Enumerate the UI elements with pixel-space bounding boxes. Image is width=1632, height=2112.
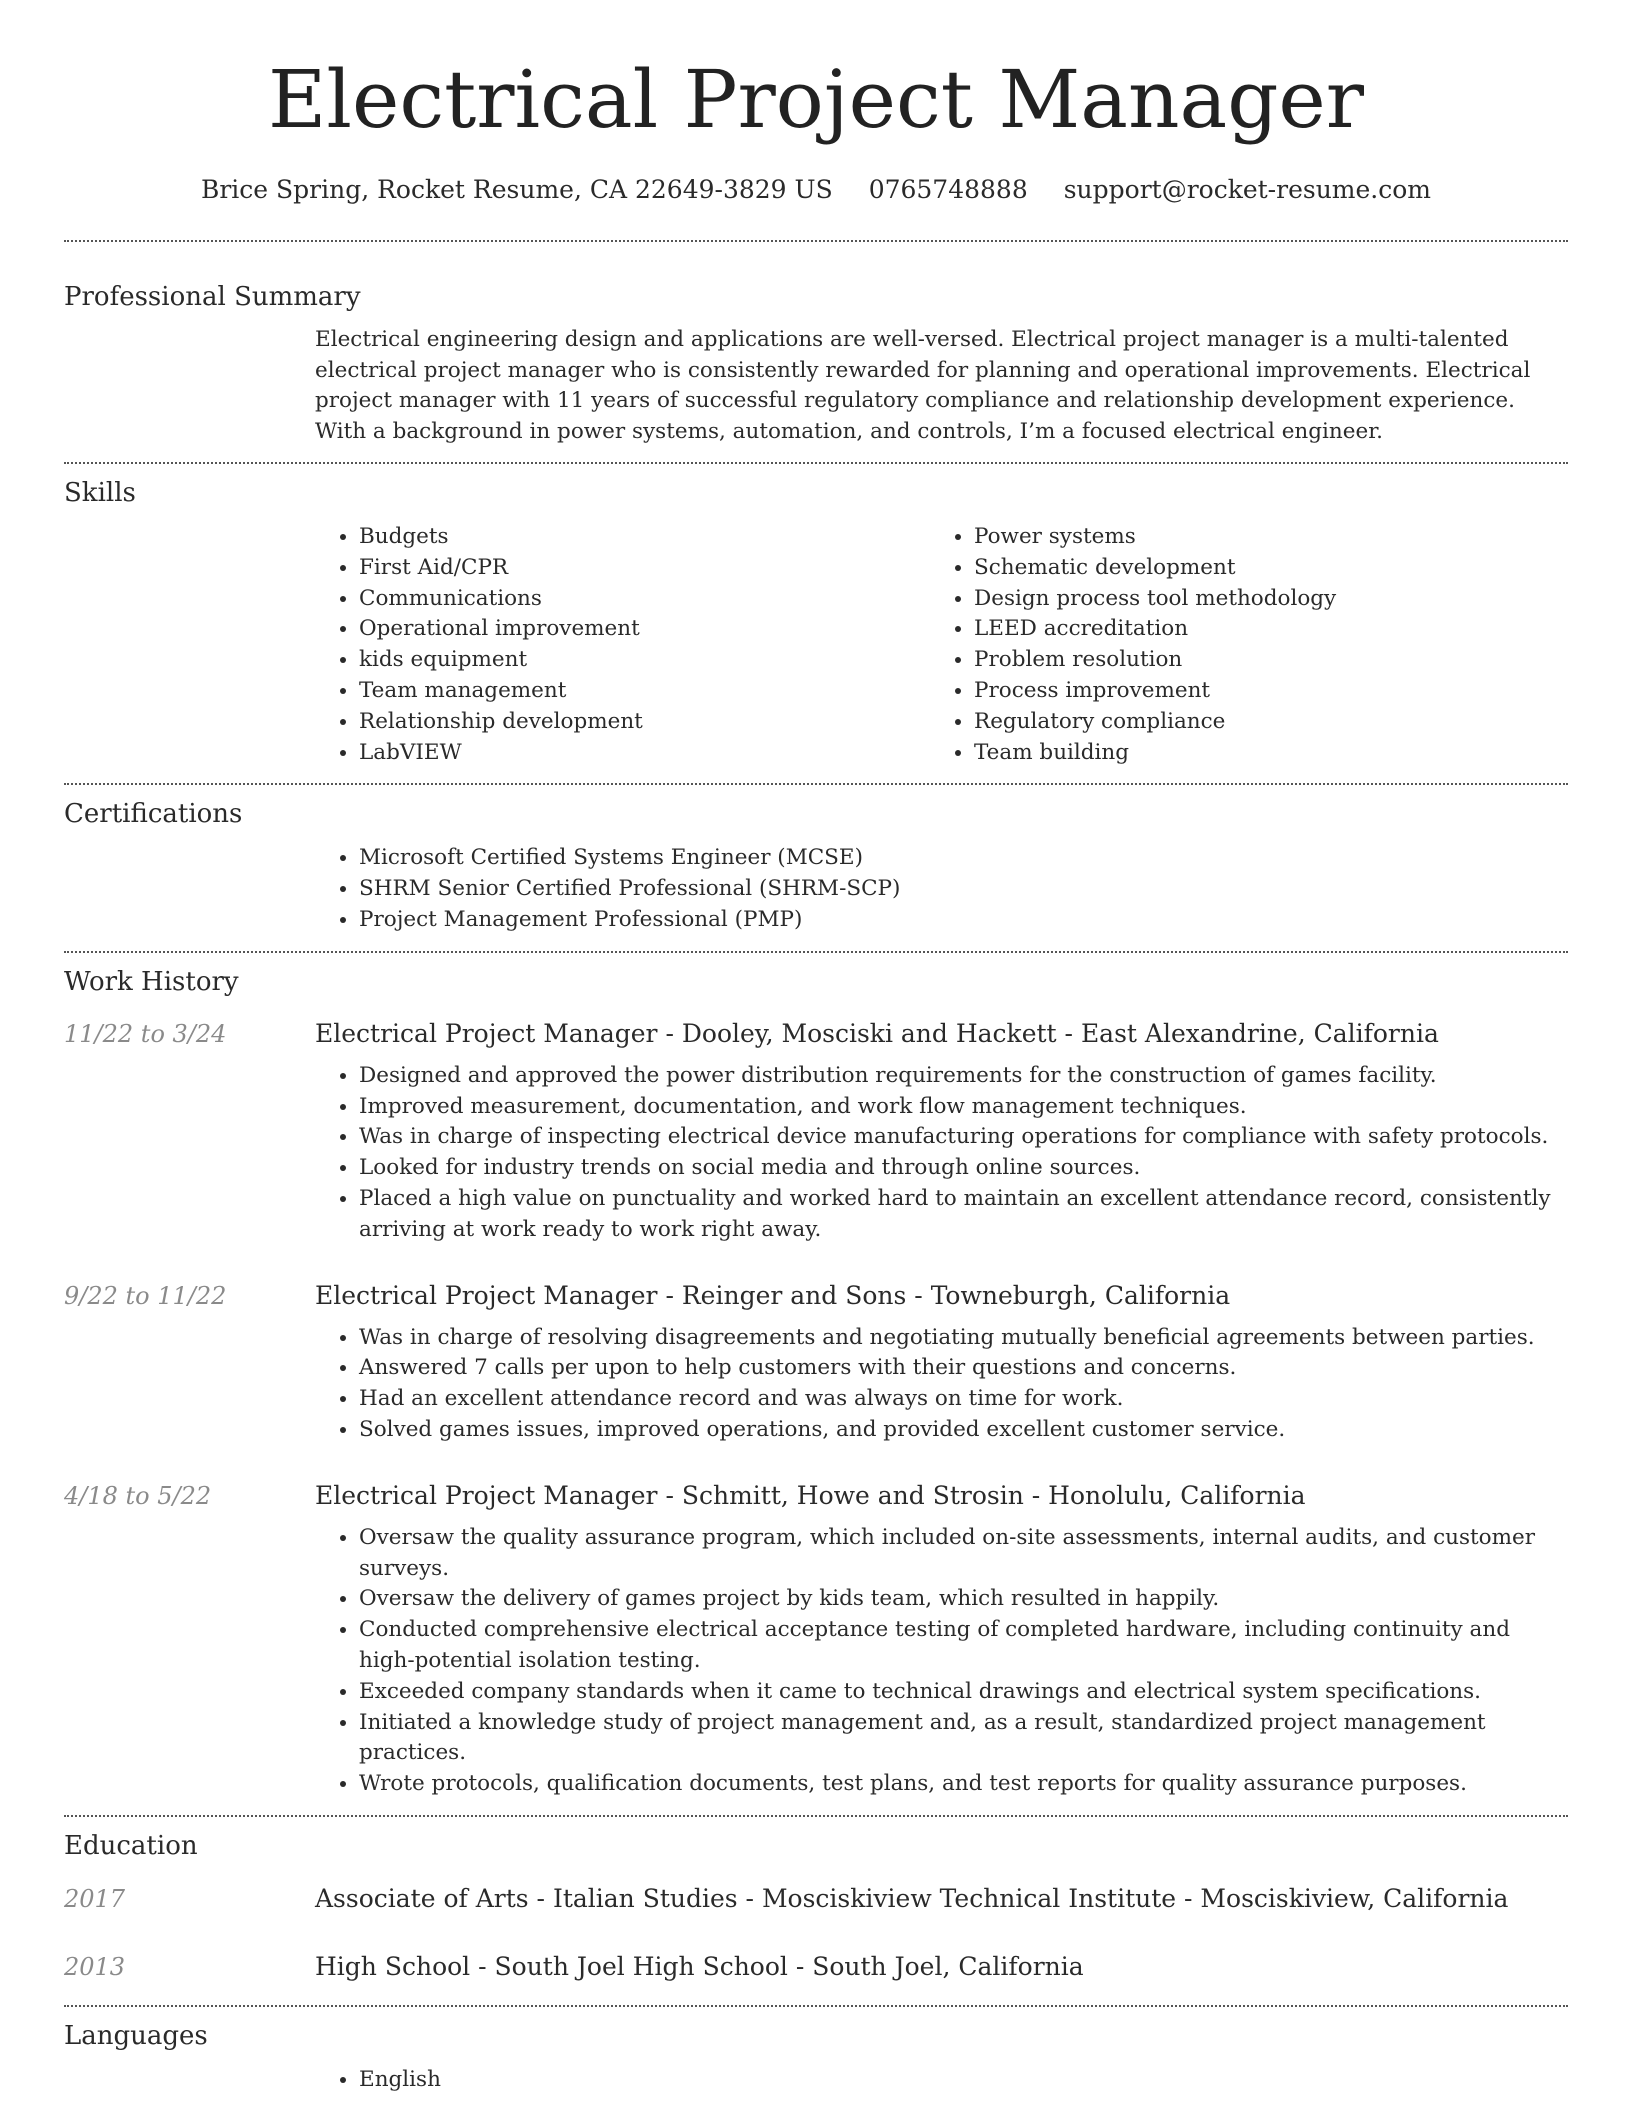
job-bullets (315, 1523, 1568, 1800)
job-dates: 9/22 to 11/22 (64, 1281, 227, 1310)
list-item: • Oversaw the quality assurance program, which included on-site assessments, internal audits, and customer surveys. (359, 1523, 1568, 1585)
resume-header (64, 0, 1568, 206)
languages-block (315, 2065, 1568, 2096)
list-item: • Was in charge of resolving disagreements and negotiating mutually beneficial agreements between parties. (359, 1323, 1568, 1354)
contact-address: Brice Spring, Rocket Resume, CA 22649-3829 US (200, 175, 833, 204)
list-item: • First Aid/CPR (359, 553, 930, 584)
list-item: • Improved measurement, documentation, and work flow management techniques. (359, 1092, 1568, 1123)
education-degree: Associate of Arts (315, 1883, 529, 1913)
job-role: Electrical Project Manager (315, 1280, 658, 1310)
education-field: Italian Studies (552, 1883, 738, 1913)
education-school: Mosciskiview Technical Institute (761, 1883, 1177, 1913)
section-divider (64, 462, 1568, 464)
education-title: Associate of Arts - Italian Studies - Mosciskiview Technical Institute - Mosciskiview, California (315, 1883, 1509, 1913)
job-entry (64, 1018, 1568, 1246)
summary-text: Electrical engineering design and applications are well-versed. Electrical project manager is a multi-talented electrical project manager who is consistently rewarded for planning and operational improvements. Electrical project manager with 11 years of successful regulatory compliance and relationship development experience. With a background in power systems, automation, and controls, I’m a focused electrical engineer. (315, 327, 1531, 444)
list-item: • LabVIEW (359, 738, 930, 769)
list-item: • Initiated a knowledge study of project management and, as a result, standardized project management practices. (359, 1708, 1568, 1770)
list-item: • Team building (974, 738, 1545, 769)
job-title: Electrical Project Manager - Schmitt, Howe and Strosin - Honolulu, California (315, 1480, 1306, 1510)
list-item: • Relationship development (359, 707, 930, 738)
section-divider (64, 951, 1568, 953)
certifications-list (315, 843, 1568, 935)
list-item: • Operational improvement (359, 614, 930, 645)
job-dates: 4/18 to 5/22 (64, 1481, 212, 1510)
section-divider (64, 1815, 1568, 1817)
contact-line (64, 174, 1568, 206)
section-title-education: Education (64, 1830, 198, 1861)
list-item: • Microsoft Certified Systems Engineer (MCSE) (359, 843, 1568, 874)
education-entry (64, 1883, 1568, 1915)
list-item: • Exceeded company standards when it came to technical drawings and electrical system specifications. (359, 1677, 1568, 1708)
section-title-certifications: Certifications (64, 799, 243, 830)
page-title: Electrical Project Manager (267, 53, 1364, 146)
list-item: • Was in charge of inspecting electrical device manufacturing operations for compliance with safety protocols. (359, 1122, 1568, 1153)
education-degree: High School (315, 1951, 471, 1981)
education-entry (64, 1951, 1568, 1983)
list-item: • Power systems (974, 522, 1545, 553)
list-item: • Design process tool methodology (974, 584, 1545, 615)
job-title: Electrical Project Manager - Reinger and Sons - Towneburgh, California (315, 1280, 1231, 1310)
languages-list (315, 2065, 1568, 2096)
section-divider (64, 783, 1568, 785)
skills-list-right (930, 522, 1545, 768)
education-year: 2013 (64, 1952, 126, 1981)
job-company: Schmitt, Howe and Strosin (681, 1480, 1024, 1510)
section-divider (64, 240, 1568, 242)
job-company: Dooley, Mosciski and Hackett (681, 1018, 1057, 1048)
job-role: Electrical Project Manager (315, 1018, 658, 1048)
education-year: 2017 (64, 1884, 126, 1913)
list-item: • Looked for industry trends on social media and through online sources. (359, 1153, 1568, 1184)
list-item: • Solved games issues, improved operations, and provided excellent customer service. (359, 1415, 1568, 1446)
job-entry (64, 1480, 1568, 1800)
contact-email: support@rocket-resume.com (1063, 175, 1432, 204)
list-item: • Oversaw the delivery of games project by kids team, which resulted in happily. (359, 1584, 1568, 1615)
job-bullet-list (315, 1061, 1568, 1246)
list-item: • Problem resolution (974, 645, 1545, 676)
section-divider (64, 2005, 1568, 2007)
job-location: East Alexandrine, California (1080, 1018, 1439, 1048)
summary-block (315, 325, 1568, 447)
job-header (64, 1018, 1568, 1050)
job-bullets (315, 1061, 1568, 1246)
job-company: Reinger and Sons (681, 1280, 907, 1310)
job-bullet-list (315, 1523, 1568, 1800)
list-item: • kids equipment (359, 645, 930, 676)
list-item: • Wrote protocols, qualification documents, test plans, and test reports for quality assurance purposes. (359, 1769, 1568, 1800)
job-dates: 11/22 to 3/24 (64, 1019, 227, 1048)
list-item: • SHRM Senior Certified Professional (SHRM-SCP) (359, 874, 1568, 905)
resume-page (64, 0, 1568, 2096)
education-school: South Joel High School (494, 1951, 788, 1981)
section-title-skills: Skills (64, 478, 136, 508)
list-item: • English (359, 2065, 1568, 2096)
job-role: Electrical Project Manager (315, 1480, 658, 1510)
job-bullet-list (315, 1323, 1568, 1446)
job-bullets (315, 1323, 1568, 1446)
list-item: • Schematic development (974, 553, 1545, 584)
skills-columns (315, 522, 1568, 768)
job-location: Towneburgh, California (930, 1280, 1231, 1310)
list-item: • Communications (359, 584, 930, 615)
education-location: Mosciskiview, California (1200, 1883, 1509, 1913)
list-item: • Budgets (359, 522, 930, 553)
list-item: • Placed a high value on punctuality and worked hard to maintain an excellent attendance record, consistently arriving at work ready to work right away. (359, 1184, 1568, 1246)
section-title-work-history: Work History (64, 966, 239, 997)
job-title: Electrical Project Manager - Dooley, Mosciski and Hackett - East Alexandrine, California (315, 1018, 1439, 1048)
education-title: High School - South Joel High School - South Joel, California (315, 1951, 1084, 1981)
list-item: • LEED accreditation (974, 614, 1545, 645)
education-location: South Joel, California (812, 1951, 1084, 1981)
certifications-block (315, 843, 1568, 935)
list-item: • Process improvement (974, 676, 1545, 707)
job-location: Honolulu, California (1048, 1480, 1306, 1510)
job-header (64, 1480, 1568, 1512)
job-header (64, 1280, 1568, 1312)
contact-phone: 0765748888 (868, 175, 1028, 204)
section-title-summary: Professional Summary (64, 282, 361, 312)
list-item: • Project Management Professional (PMP) (359, 905, 1568, 936)
section-title-languages: Languages (64, 2020, 208, 2051)
job-entry (64, 1280, 1568, 1446)
list-item: • Team management (359, 676, 930, 707)
list-item: • Regulatory compliance (974, 707, 1545, 738)
list-item: • Conducted comprehensive electrical acceptance testing of completed hardware, including continuity and high-potential isolation testing. (359, 1615, 1568, 1677)
list-item: • Had an excellent attendance record and was always on time for work. (359, 1384, 1568, 1415)
skills-list-left (315, 522, 930, 768)
list-item: • Designed and approved the power distribution requirements for the construction of games facility. (359, 1061, 1568, 1092)
list-item: • Answered 7 calls per upon to help customers with their questions and concerns. (359, 1353, 1568, 1384)
